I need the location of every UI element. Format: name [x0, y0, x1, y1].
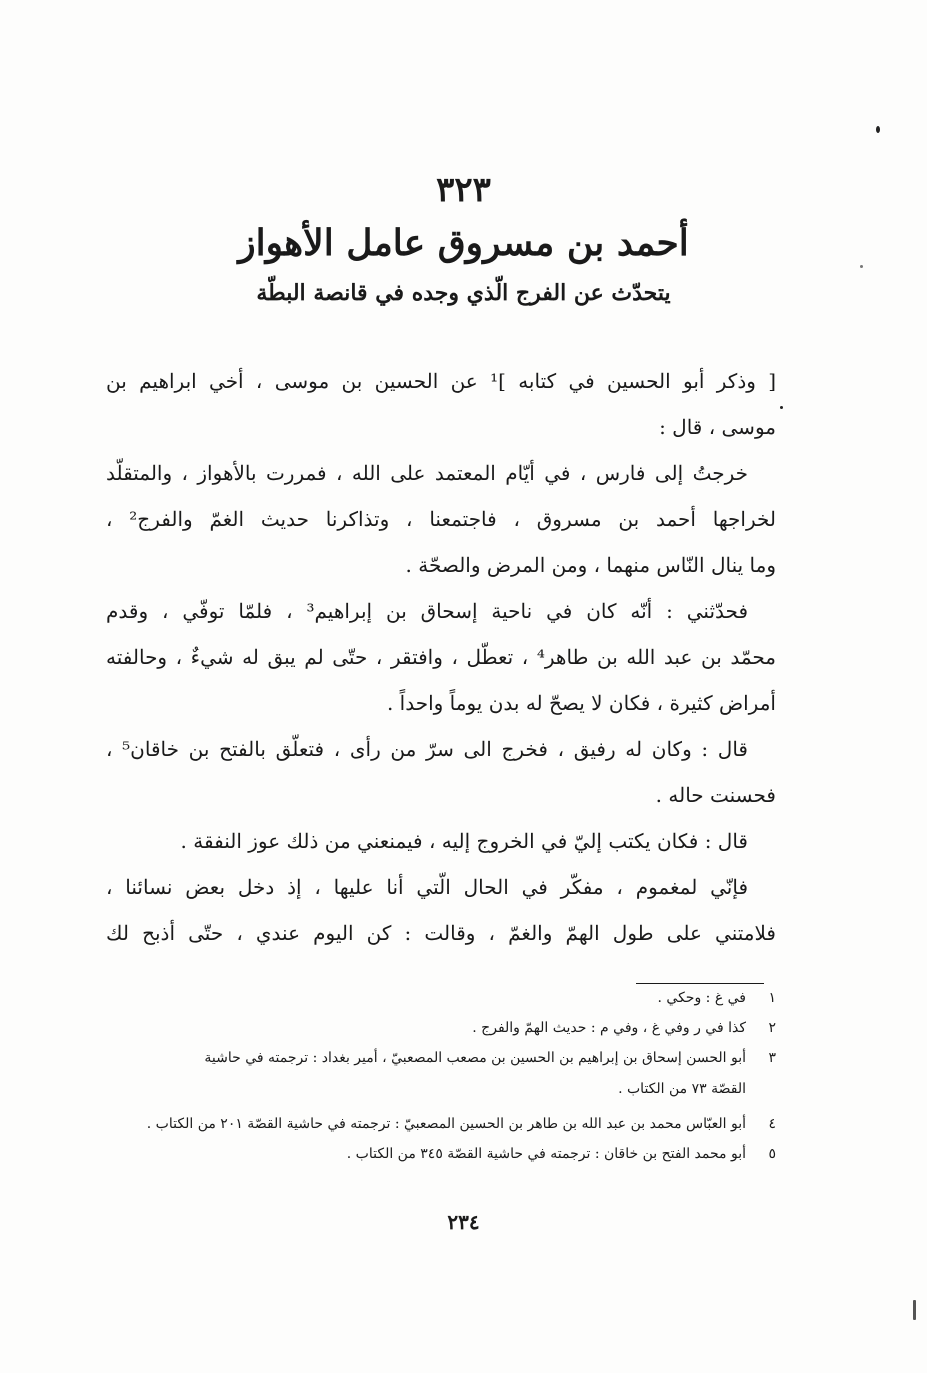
- scan-speck: [913, 1300, 916, 1320]
- body-line: موسى ، قال :: [659, 415, 776, 439]
- body-line: فحسنت حاله .: [655, 783, 776, 807]
- story-body: [106, 358, 776, 956]
- footnote-item: [104, 1111, 776, 1137]
- footnote-number: ٢: [768, 1020, 776, 1036]
- footnote-item: [104, 985, 776, 1011]
- body-line: قال : وكان له رفيق ، فخرج الى سرّ من رأى ، فتعلّق بالفتح بن خاقان⁵ ،: [106, 737, 748, 761]
- body-line: قال : فكان يكتب إليّ في الخروج إليه ، فيمنعني من ذلك عوز النفقة .: [180, 829, 748, 853]
- footnote-text: القصّة ٧٣ من الكتاب .: [618, 1081, 746, 1097]
- footnote-item: [104, 1045, 776, 1107]
- footnote-item: [104, 1141, 776, 1167]
- story-title: أحمد بن مسروق عامل الأهواز: [238, 222, 689, 264]
- body-line: لخراجها أحمد بن مسروق ، فاجتمعنا ، وتذاكرنا حديث الغمّ والفرج² ،: [106, 507, 776, 531]
- footnote-number: ٥: [768, 1146, 776, 1162]
- footnote-text: أبو العبّاس محمد بن عبد الله بن طاهر بن الحسين المصعبيّ : ترجمته في حاشية القصّة ٢٠١ من الكتاب .: [146, 1116, 746, 1132]
- story-subtitle: يتحدّث عن الفرج الّذي وجده في قانصة البطّة: [256, 280, 671, 306]
- body-line: فإنّي لمغموم ، مفكّر في الحال الّتي أنا عليها ، إذ دخل بعض نسائنا ،: [106, 875, 748, 899]
- footnote-divider: [636, 983, 764, 984]
- body-line: خرجتُ إلى فارس ، في أيّام المعتمد على الله ، فمررت بالأهواز ، والمتقلّد: [106, 461, 748, 485]
- body-line: وما ينال النّاس منهما ، ومن المرض والصحّة .: [405, 553, 776, 577]
- body-line: فحدّثني : أنّه كان في ناحية إسحاق بن إبراهيم³ ، فلمّا توفّي ، وقدم: [106, 599, 749, 623]
- footnote-number: ٣: [768, 1050, 776, 1066]
- body-line: [ وذكر أبو الحسين في كتابه ]¹ عن الحسين بن موسى ، أخي ابراهيم بن: [106, 369, 776, 393]
- footnote-text: في غ : وحكي .: [657, 990, 746, 1006]
- scan-speck: [860, 265, 863, 268]
- footnote-text: أبو محمد الفتح بن خاقان : ترجمته في حاشية القصّة ٣٤٥ من الكتاب .: [346, 1146, 746, 1162]
- scan-speck: [876, 126, 880, 133]
- footnote-number: ١: [768, 990, 776, 1006]
- story-number: ٣٢٣: [436, 170, 491, 210]
- page-number: ٢٣٤: [447, 1210, 480, 1234]
- scan-speck: [780, 406, 783, 409]
- body-line: أمراض كثيرة ، فكان لا يصحّ له بدن يوماً واحداً .: [386, 691, 776, 715]
- footnote-number: ٤: [768, 1116, 776, 1132]
- footnote-text: أبو الحسن إسحاق بن إبراهيم بن الحسين بن مصعب المصعبيّ ، أمير بغداد : ترجمته في حاشية: [204, 1050, 746, 1066]
- footnote-text: كذا في ر وفي غ ، وفي م : حديث الهمّ والفرج .: [472, 1020, 746, 1036]
- body-line: فلامتني على طول الهمّ والغمّ ، وقالت : كن اليوم عندي ، حتّى أذبح لك: [106, 921, 776, 945]
- footnote-item: [104, 1015, 776, 1041]
- body-line: محمّد بن عبد الله بن طاهر⁴ ، تعطّل ، وافتقر ، حتّى لم يبق له شيءٌ ، وحالفته: [106, 645, 776, 669]
- footnotes: [104, 985, 776, 1171]
